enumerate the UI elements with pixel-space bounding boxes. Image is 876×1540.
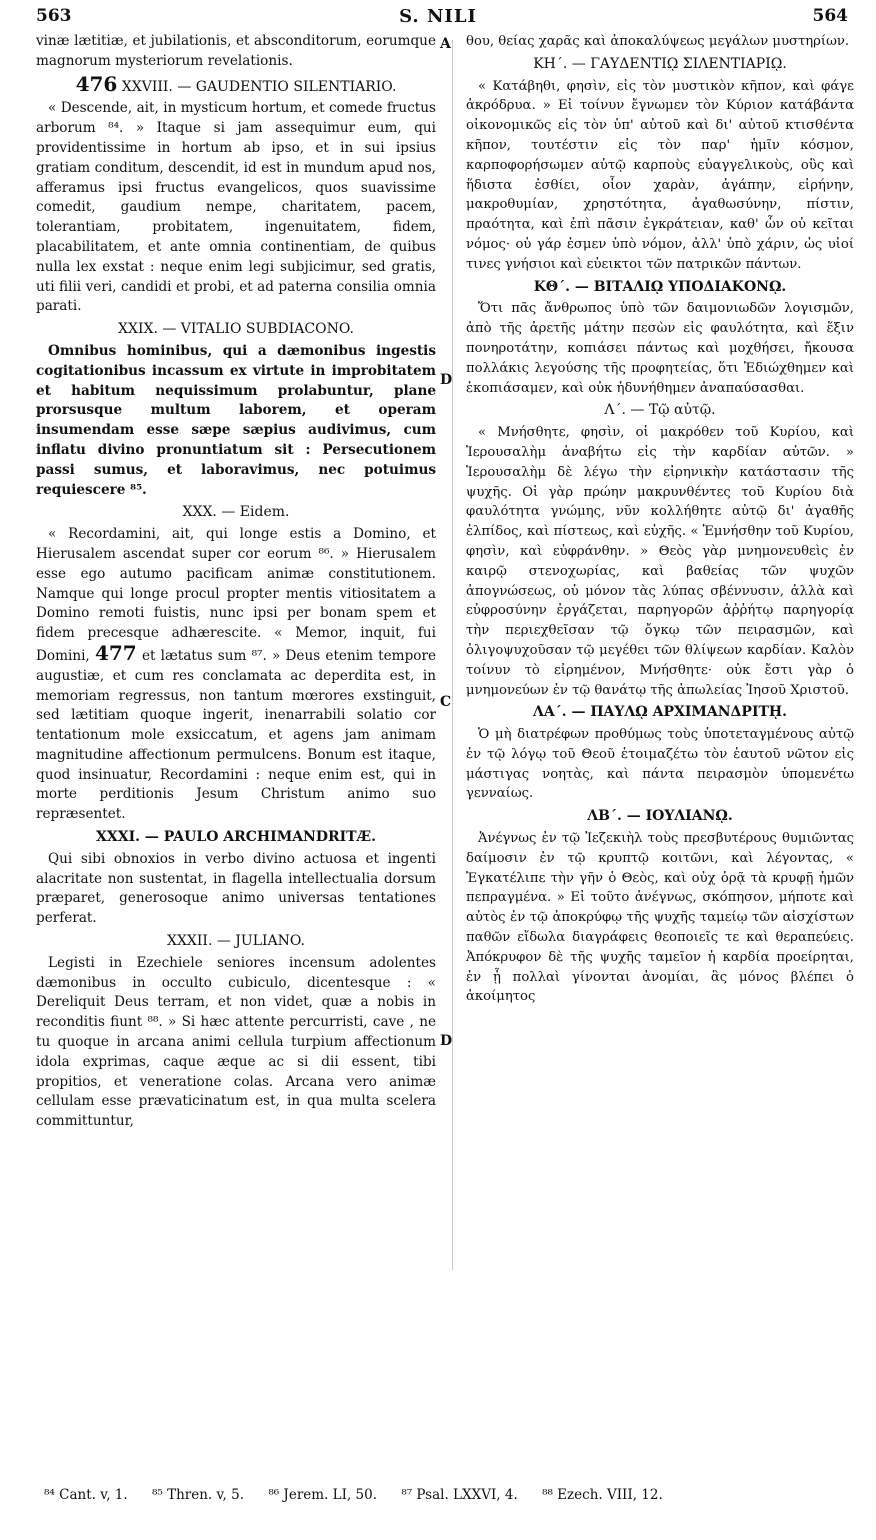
latin-heading-28 (36, 71, 436, 98)
footnote: ⁸⁸ Ezech. VIII, 12. (542, 1487, 663, 1503)
greek-column (466, 32, 854, 1007)
latin-text-29: Omnibus hominibus, qui a dæmonibus ingestis cogitationibus incassum ex virtute in improbitatem et habitum nequissimum prolabuntur, plane prorsusque multum laborem, et operam insumendam esse sæpe sæpius audivimus, cum inflatu divino pronuntiatum sit : Persecutionem passi sumus, et laboravimus, nec potuimus requiescere ⁸⁵. (36, 342, 436, 498)
greek-title-28: ΚΗ΄. — ΓΑΥΔΕΝΤΙῼ ΣΙΛΕΝΤΙΑΡΙῼ. (533, 55, 787, 72)
margin-letter-c: C (440, 694, 452, 710)
greek-intro: θου, θείας χαρᾶς καὶ ἀποκαλύψεως μεγάλων μυστηρίων. (466, 34, 850, 49)
right-page-number: 564 (812, 6, 848, 26)
latin-text-30 (36, 525, 436, 825)
column-number-477: 477 (94, 640, 137, 665)
running-title: S. NILI (399, 6, 477, 27)
greek-title-32: ΛΒ΄. — ΙΟΥΛΙΑΝῼ. (587, 808, 733, 825)
greek-title-29: ΚΘ΄. — ΒΙΤΑΛΙῼ ΥΠΟΔΙΑΚΟΝῼ. (533, 278, 787, 295)
column-number-476: 476 (75, 71, 118, 96)
footnote: ⁸⁵ Thren. v, 5. (151, 1487, 245, 1503)
greek-title-31: ΛΑ΄. — ΠΑΥΛῼ ΑΡΧΙΜΑΝΔΡΙΤῌ. (532, 704, 788, 721)
margin-letter-a: A (440, 36, 451, 52)
latin-intro: vinæ lætitiæ, et jubilationis, et absconditorum, eorumque magnorum mysteriorum revelationis. (36, 33, 436, 69)
latin-title-32: XXXII. — JULIANO. (166, 933, 306, 950)
column-divider (452, 40, 453, 1270)
greek-text-29: Ὅτι πᾶς ἄνθρωπος ὑπὸ τῶν δαιμονιωδῶν λογισμῶν, ἀπὸ τῆς ἀρετῆς μάτην πεσὼν εἰς φαυλότητα, καὶ ἕξιν πονηροτάτην, κοπιάσει πάντως καὶ μοχθήσει, ἤκουσα πολλάκις λεγούσης τῆς προφητείας, ὅτι Ἐδιώχθημεν καὶ ἐκοπιάσαμεν, καὶ οὐκ ἠδυνήθημεν ἀναπαύσασθαι. (466, 301, 854, 396)
footnote: ⁸⁶ Jerem. LI, 50. (268, 1487, 378, 1503)
footnotes (44, 1487, 864, 1503)
latin-text-30a: « Recordamini, ait, qui longe estis a Domino, et Hierusalem ascendat super cor eorum ⁸⁶. » Hierusalem esse ego autumo pacificam animæ constitutionem. Namque qui longe procul propter mentis vitiositatem a Domino remoti fuistis, nunc ipsi per bonam spem et fidem precesque adhærescite. « Memor, inquit, fui Domini, (36, 526, 436, 664)
margin-letter-d: D (440, 372, 453, 388)
latin-column (36, 32, 436, 1132)
greek-text-28: « Κατάβηθι, φησὶν, εἰς τὸν μυστικὸν κῆπον, καὶ φάγε ἀκρόδρυα. » Εἰ τοίνυν ἔγνωμεν τὸν Κύριον κατάβάντα οἰκονομικῶς εἰς τὸν ὑπ' αὐτοῦ καὶ δι' αὐτοῦ κτισθέντα κῆπον, τουτέστιν εἰς τὸν παρ' ἡμῖν κόσμον, καρποφορήσωμεν αὐτῷ καρποὺς εὐαγγελικοὺς, οὓς καὶ ἥδιστα ἐσθίει, οἷον χαρὰν, ἀγάπην, εἰρήνην, μακροθυμίαν, χρηστότητα, ἀγαθωσύνην, πίστιν, πραότητα, καὶ ἐπὶ πᾶσιν ἐγκράτειαν, καθ' ὧν οὐ κεῖται νόμος· οὐ γάρ ἐσμεν ὑπὸ νόμον, ἀλλ' ὑπὸ χάριν, ὡς υἱοί τινες γνήσιοι καὶ εὐεικτοι τῶν πατρικῶν πάντων. (466, 78, 854, 272)
page-header (0, 0, 876, 30)
latin-text-32: Legisti in Ezechiele seniores incensum adolentes dæmonibus in occulto cubiculo, dicentesque : « Dereliquit Deus terram, et non videt, quæ a nobis in reconditis fiunt ⁸⁸. » Si hæc attente percurristi, cave , ne tu quoque in arcana animi cellula turpium affectionum idola exprimas, caque æque ac si dii essent, tibi propitios, et veneratione colas. Arcana vero animæ cellulam esse prævaticinatum est, in qua multa scelera committuntur, (36, 954, 436, 1130)
latin-text-31: Qui sibi obnoxios in verbo divino actuosa et ingenti alacritate non sustentat, in flagella intellectualia dorsum præparet, generosoque animo universas tentationes perferat. (36, 850, 436, 927)
left-page-number: 563 (36, 6, 72, 26)
greek-text-31: Ὁ μὴ διατρέφων προθύμως τοὺς ὑποτεταγμένους αὐτῷ ἐν τῷ λόγῳ τοῦ Θεοῦ ἑτοιμαζέτω τὸν ἑαυτοῦ νῶτον εἰς μάστιγας νοητὰς, καὶ πάντα πειρασμὸν ὑπομενέτω γενναίως. (466, 727, 854, 802)
latin-title-28: XXVIII. — GAUDENTIO SILENTIARIO. (121, 78, 397, 95)
greek-title-30: Λ΄. — Τῷ αὐτῷ. (604, 402, 716, 419)
latin-text-30b: et lætatus sum ⁸⁷. » Deus etenim tempore augustiæ, et cum res conclamata ac deperdita est, in memoriam regressus, non tantum mœrores exstinguit, sed lætitiam quoque ingerit, inenarrabili solatio cor tentationum mole exsiccatum, et agens jam animam magnitudine affectionum permulcens. Bonum est itaque, quod insinuatur, Recordamini : neque enim est, qui in morte perditionis Jesum Christum animo suo repræsentet. (36, 647, 436, 823)
greek-text-30: « Μνήσθητε, φησὶν, οἱ μακρόθεν τοῦ Κυρίου, καὶ Ἱερουσαλὴμ ἀναβήτω εἰς τὴν καρδίαν αὐτῶν. » Ἱερουσαλὴμ δὲ λέγω τὴν εἰρηνικὴν κατάστασιν τῆς ψυχῆς. Οἱ γὰρ πρώην μακρυνθέντες τοῦ Κυρίου διὰ φαυλότητα γνώμης, νῦν κολλήθητε αὐτῷ δι' ἀγαθῆς ἐλπίδος, καὶ πίστεως, καὶ εὐχῆς. « Ἐμνήσθην τοῦ Κυρίου, φησὶν, καὶ εὐφράνθην. » Θεὸς γὰρ μνημονευθεὶς ἐν καιρῷ στενοχωρίας, καὶ βαθείας τῶν ψυχῶν ἀπογνώσεως, οὐ μόνον τὰς λύπας σβέννυσιν, ἀλλὰ καὶ εὐφροσύνην ἐργάζεται, παρηγορῶν ἀῤῥήτῳ παρηγορίᾳ τὴν περιεχθεῖσαν τῷ ὄγκῳ τῶν πειρασμῶν, καὶ ὀλιγοψυχοῦσαν τῷ μεγέθει τῶν θλίψεων καρδίαν. Καλὸν τοίνυν τὸ εἰρημένον, Μνήσθητε· οὐκ ἔστι γὰρ ὁ μνημονεύων ἐν τῷ θανάτῳ τῆς ἀπωλείας Ἰησοῦ Χριστοῦ. (466, 425, 854, 698)
latin-text-28: « Descende, ait, in mysticum hortum, et comede fructus arborum ⁸⁴. » Itaque si jam assequimur eum, qui providentissime in hortum ab ipso, et in sui ipsius gratiam conditum, descendit, id est in mundum apud nos, afferamus ipsi fructus evangelicos, quos suavissime comedit, gaudium nempe, charitatem, pacem, tolerantiam, probitatem, ingenuitatem, fidem, placabilitatem, et ante omnia continentiam, de quibus nulla lex exstat : neque enim legi subjicimur, sed gratis, uti filii veri, candidi et probi, et ad paterna consilia omnia parati. (36, 100, 436, 315)
latin-title-29: XXIX. — VITALIO SUBDIACONO. (118, 321, 354, 338)
footnote: ⁸⁴ Cant. v, 1. (44, 1487, 128, 1503)
margin-letter-d2: D (440, 1033, 453, 1049)
greek-text-32: Ἀνέγνως ἐν τῷ Ἰεζεκιὴλ τοὺς πρεσβυτέρους θυμιῶντας δαίμοσιν ἐν τῷ κρυπτῷ κοιτῶνι, καὶ λέγοντας, « Ἐγκατέλιπε τὴν γῆν ὁ Θεὸς, καὶ οὐχ ὁρᾷ τὰ κρυφῇ ἡμῶν πεπραγμένα. » Εἰ τοῦτο ἀνέγνως, σκόπησον, μήποτε καὶ αὐτὸς ἐν τῷ ἀποκρύφῳ τῆς ψυχῆς ταμείῳ τῶν αἰσχίστων παθῶν εἴδωλα διαγράφεις θεοποιεῖς τε καὶ θεραπεύεις. Ἀπόκρυφον δὲ τῆς ψυχῆς ταμεῖον ἡ καρδία προείρηται, ἐν ᾗ πολλαὶ γίνονται ἀνομίαι, ἃς μόνος βλέπει ὁ ἀκοίμητος (466, 831, 854, 1005)
latin-title-30: XXX. — Eidem. (182, 504, 290, 521)
latin-title-31: XXXI. — PAULO ARCHIMANDRITÆ. (96, 829, 376, 846)
footnote: ⁸⁷ Psal. LXXVI, 4. (401, 1487, 518, 1503)
